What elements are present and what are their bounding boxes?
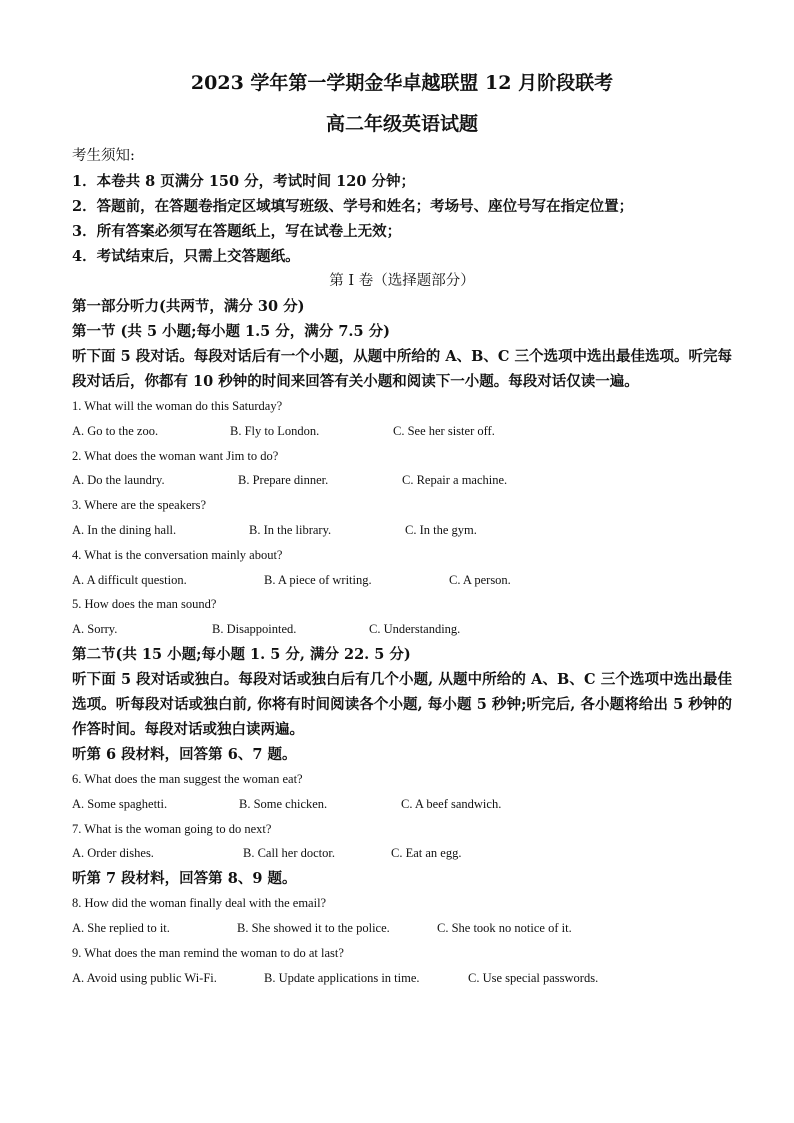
option-c: C. Eat an egg.	[391, 846, 462, 861]
question-text: 1. What will the woman do this Saturday?	[72, 399, 283, 413]
options-row	[72, 518, 732, 543]
options-row	[72, 468, 732, 493]
option-b: B. Call her doctor.	[243, 846, 335, 861]
option-a: A. Order dishes.	[72, 846, 154, 861]
option-c: C. Use special passwords.	[468, 970, 599, 985]
question-text: 5. How does the man sound?	[72, 597, 217, 612]
section2-instruction: 听下面 5 段对话或独白。每段对话或独白后有几个小题, 从题中所给的 A、B、C 三个选项中选出最佳选项。听每段对话或独白前, 你将有时间阅读各个小题, 每小题 5 秒钟;听完后, 各小题将给出 5 秒钟的作答时间。每段对话或独白读两遍。	[72, 670, 732, 738]
option-c: C. A person.	[449, 572, 511, 587]
option-a: A. Sorry.	[72, 622, 118, 637]
options-row	[72, 617, 732, 642]
options-row	[72, 916, 732, 941]
question-text: 6. What does the man suggest the woman eat?	[72, 771, 303, 786]
question-block	[72, 493, 732, 543]
option-c: C. Repair a machine.	[402, 473, 508, 488]
part1-title: 第一部分听力(共两节，满分 30 分)	[72, 298, 305, 315]
option-a: A. A difficult question.	[72, 572, 187, 587]
option-b: B. Update applications in time.	[264, 970, 420, 985]
option-c: C. See her sister off.	[393, 423, 495, 438]
section1-instruction: 听下面 5 段对话。每段对话后有一个小题，从题中所给的 A、B、C 三个选项中选出最佳选项。听完每段对话后，你都有 10 秒钟的时间来回答有关小题和阅读下一小题。每段对话仅读一遍。	[72, 348, 732, 390]
options-row	[72, 792, 732, 817]
question-block	[72, 891, 732, 941]
options-row	[72, 966, 732, 991]
question-text: 4. What is the conversation mainly about?	[72, 547, 283, 562]
option-b: B. Fly to London.	[230, 423, 320, 438]
question-block	[72, 941, 732, 991]
question-text: 8. How did the woman finally deal with the email?	[72, 896, 327, 911]
question-block	[72, 394, 732, 444]
notice-item: 3．所有答案必须写在答题纸上，写在试卷上无效；	[72, 223, 402, 240]
notice-item: 2．答题前，在答题卷指定区域填写班级、学号和姓名；考场号、座位号写在指定位置；	[72, 198, 634, 215]
option-a: A. Go to the zoo.	[72, 423, 159, 438]
options-row	[72, 568, 732, 593]
question-text: 3. Where are the speakers?	[72, 498, 207, 513]
material-heading: 听第 7 段材料，回答第 8、9 题。	[72, 870, 297, 888]
exam-subtitle: 高二年级英语试题	[325, 113, 478, 135]
options-row	[72, 841, 732, 866]
question-text: 2. What does the woman want Jim to do?	[72, 448, 279, 463]
question-block	[72, 592, 732, 642]
option-b: B. A piece of writing.	[264, 572, 372, 587]
material-heading: 听第 6 段材料，回答第 6、7 题。	[72, 745, 297, 763]
question-block	[72, 543, 732, 593]
notice-item: 1．本卷共 8 页满分 150 分，考试时间 120 分钟；	[72, 173, 415, 190]
option-b: B. In the library.	[249, 522, 332, 537]
option-a: A. Some spaghetti.	[72, 796, 168, 811]
option-c: C. A beef sandwich.	[401, 796, 502, 811]
section2-title: 第二节(共 15 小题;每小题 1. 5 分, 满分 22. 5 分)	[72, 645, 411, 663]
option-b: B. She showed it to the police.	[237, 920, 390, 935]
question-text: 7. What is the woman going to do next?	[72, 821, 272, 836]
option-a: A. Do the laundry.	[72, 473, 165, 488]
section1-title: 第一节 (共 5 小题;每小题 1.5 分，满分 7.5 分)	[72, 323, 390, 340]
option-a: A. In the dining hall.	[72, 522, 177, 537]
options-row	[72, 419, 732, 444]
question-block	[72, 444, 732, 494]
option-b: B. Disappointed.	[212, 622, 297, 637]
option-a: A. She replied to it.	[72, 920, 170, 935]
option-c: C. Understanding.	[369, 622, 461, 637]
option-a: A. Avoid using public Wi-Fi.	[72, 970, 217, 985]
notice-item: 4．考试结束后，只需上交答题纸。	[72, 248, 300, 265]
volume-title: 第 I 卷（选择题部分）	[329, 273, 475, 289]
question-block	[72, 817, 732, 867]
option-b: B. Some chicken.	[239, 796, 328, 811]
question-block	[72, 767, 732, 817]
option-c: C. In the gym.	[405, 522, 477, 537]
option-b: B. Prepare dinner.	[238, 473, 329, 488]
notice-heading: 考生须知:	[72, 148, 135, 164]
option-c: C. She took no notice of it.	[437, 920, 572, 935]
exam-title: 2023 学年第一学期金华卓越联盟 12 月阶段联考	[190, 72, 614, 94]
exam-page	[72, 62, 732, 990]
question-text: 9. What does the man remind the woman to do at last?	[72, 945, 344, 960]
